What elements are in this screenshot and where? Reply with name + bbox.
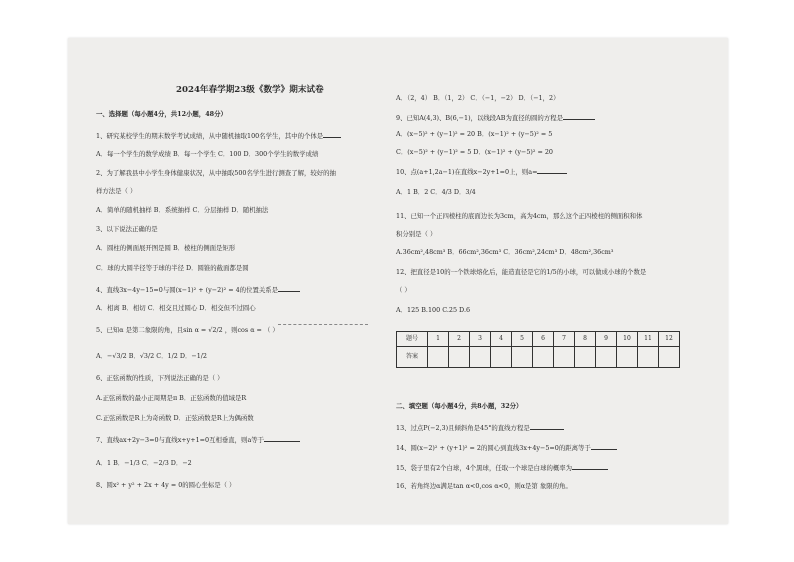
question-9-options-cd: C．(x−5)² + (y−1)² = 5 D．(x−1)² + (y−5)² = 20 — [396, 148, 553, 156]
question-10-options: A．1 B．2 C．4/3 D．3/4 — [396, 188, 476, 196]
question-9: 9、已知A(4,3)、B(6,−1)，以线段AB为直径的圆的方程是 — [396, 112, 595, 122]
question-1: 1、研究某校学生的期末数学考试成绩，从中随机抽取100名学生，其中的个体是 — [96, 130, 341, 140]
section-heading-fill: 二、填空题（每小题4分，共8小题，32分） — [396, 402, 523, 410]
answer-table-num: 6 — [533, 332, 554, 347]
answer-table-num: 7 — [554, 332, 575, 347]
answer-table-label: 题号 — [397, 332, 428, 347]
answer-table-answer-row — [397, 347, 680, 368]
answer-table-num: 9 — [596, 332, 617, 347]
answer-table-num: 12 — [659, 332, 680, 347]
question-7-options: A．1 B．−1/3 C．−2/3 D．−2 — [96, 459, 192, 467]
answer-blank — [278, 284, 300, 292]
answer-table — [396, 331, 680, 368]
answer-cell — [449, 347, 470, 368]
answer-table-num: 8 — [575, 332, 596, 347]
answer-cell — [533, 347, 554, 368]
answer-blank — [563, 112, 595, 120]
answer-table-header-row — [397, 332, 680, 347]
answer-blank — [591, 442, 617, 450]
question-2-options: A．简单的随机抽样 B．系统抽样 C．分层抽样 D．随机抽法 — [96, 206, 269, 214]
answer-blank — [264, 434, 300, 442]
question-3-options-ab: A．圆柱的侧面展开图是圆 B．棱柱的侧面是矩形 — [96, 244, 236, 252]
exam-title: 2024年春学期23级《数学》期末试卷 — [176, 85, 324, 95]
answer-blank — [572, 462, 608, 470]
question-3-options-cd: C．球的大圆半径等于球的半径 D．圆锥的截面都是圆 — [96, 264, 249, 272]
answer-table-num: 10 — [617, 332, 638, 347]
answer-cell — [575, 347, 596, 368]
answer-table-label: 答案 — [397, 347, 428, 368]
question-11-options: A.36cm²,48cm³ B．66cm²,36cm³ C．36cm²,24cm³ D．48cm²,36cm³ — [396, 248, 614, 256]
answer-cell — [554, 347, 575, 368]
answer-table-num: 5 — [512, 332, 533, 347]
answer-table-num: 4 — [491, 332, 512, 347]
answer-blank — [530, 422, 564, 430]
answer-table-num: 11 — [638, 332, 659, 347]
answer-cell — [659, 347, 680, 368]
question-4: 4、直线3x−4y−15=0与圆(x−1)² + (y−2)² = 4的位置关系是 — [96, 284, 300, 294]
question-1-options: A．每一个学生的数学成绩 B．每一个学生 C．100 D．300个学生的数学成绩 — [96, 150, 319, 158]
answer-cell — [491, 347, 512, 368]
answer-cell — [638, 347, 659, 368]
answer-cell — [512, 347, 533, 368]
question-8-options: A．（2，4） B．（1，2） C．（−1，−2） D．（−1，2） — [396, 94, 560, 102]
question-11-cont: 积分别是（ ） — [396, 230, 437, 238]
question-4-options: A．相离 B．相切 C．相交且过圆心 D．相交但不过圆心 — [96, 304, 256, 312]
question-6-options-ab: A.正弦函数的最小正周期是π B．正弦函数的值域是R — [96, 394, 247, 402]
question-9-options-ab: A．(x−5)² + (y−1)² = 20 B．(x−1)² + (y−5)² = 5 — [396, 130, 553, 138]
exam-paper — [68, 38, 728, 524]
question-11: 11、已知一个正四棱柱的底面边长为3cm，高为4cm，那么这个正四棱柱的侧面积和体 — [396, 212, 643, 220]
answer-cell — [596, 347, 617, 368]
question-6: 6、正弦函数的性质，下列说法正确的是（ ） — [96, 374, 224, 382]
question-14: 14、圆(x−2)² + (y+1)² = 2的圆心到直线3x+4y−5=0的距离等于 — [396, 442, 617, 452]
answer-cell — [617, 347, 638, 368]
question-12: 12、把直径是10的一个铁球熔化后，能造直径是它的1/5的小球，可以做成小球的个数是 — [396, 268, 647, 276]
question-6-options-cd: C.正弦函数是R上为奇函数 D．正弦函数是R上为偶函数 — [96, 414, 254, 422]
question-13: 13、过点P(−2,3)且倾斜角是45°的直线方程是 — [396, 422, 564, 432]
question-12-options: A．125 B.100 C.25 D.6 — [396, 306, 471, 314]
section-heading-choice: 一、选择题（每小题4分，共12小题，48分） — [96, 110, 227, 118]
answer-table-num: 3 — [470, 332, 491, 347]
answer-table-num: 1 — [428, 332, 449, 347]
question-3: 3、以下说法正确的是 — [96, 225, 158, 233]
question-16: 16、若角终边α满足tan α<0,cos α<0，则α是第 象限的角。 — [396, 482, 572, 490]
dashed-separator — [278, 324, 368, 325]
question-2: 2、为了解我县中小学生身体健康状况，从中抽取500名学生进行测查了解，较好的抽 — [96, 169, 336, 177]
answer-table-num: 2 — [449, 332, 470, 347]
question-2-cont: 样方法是（ ） — [96, 187, 137, 195]
question-5-options: A．−√3/2 B．√3/2 C．1/2 D．−1/2 — [96, 352, 207, 360]
question-12-cont: （ ） — [396, 286, 411, 294]
answer-cell — [428, 347, 449, 368]
answer-blank — [537, 166, 567, 174]
question-8: 8、圆x² + y² + 2x + 4y = 0的圆心坐标是（ ） — [96, 481, 236, 489]
answer-cell — [470, 347, 491, 368]
question-10: 10、点(a+1,2a−1)在直线x−2y+1=0上，则a= — [396, 166, 567, 176]
question-5: 5、已知α 是第二象限的角，且sin α = √2/2 ，则cos α = （ ） — [96, 326, 279, 334]
question-7: 7、直线ax+2y−3=0与直线x+y+1=0互相垂直，则a等于 — [96, 434, 300, 444]
answer-blank — [323, 130, 341, 138]
question-15: 15、袋子里有2个白球，4个黑球，任取一个球是白球的概率为 — [396, 462, 608, 472]
